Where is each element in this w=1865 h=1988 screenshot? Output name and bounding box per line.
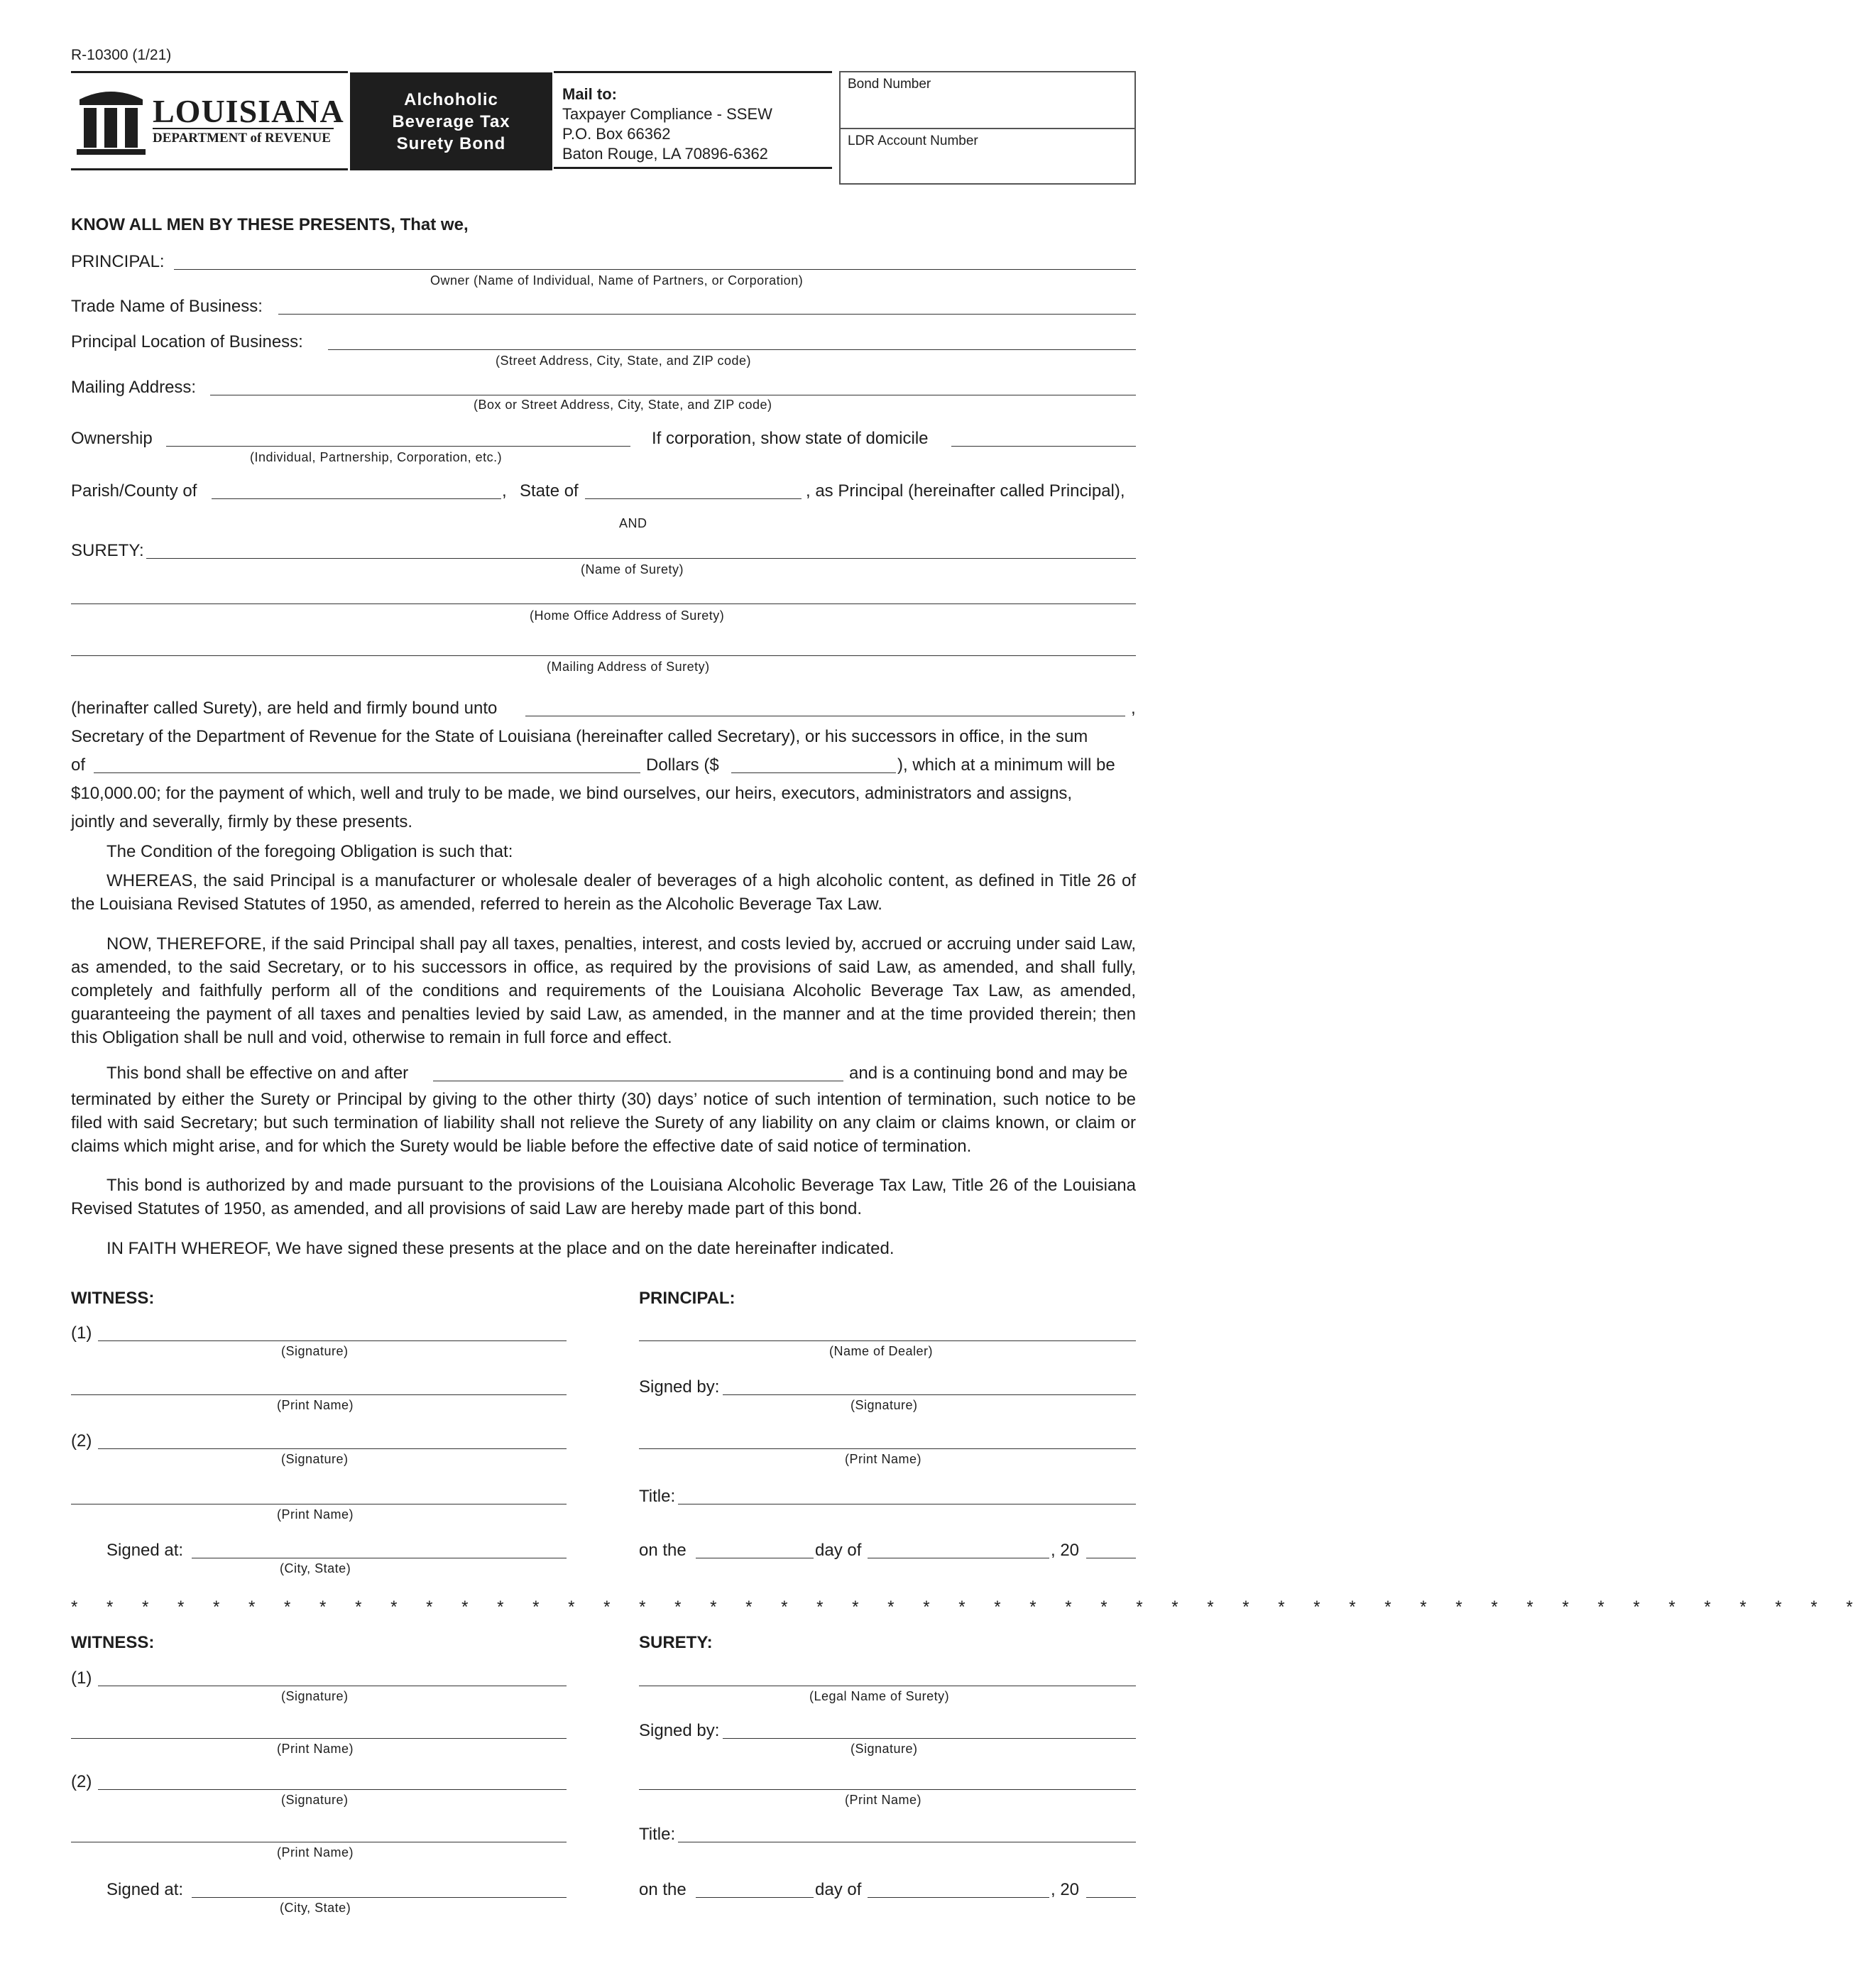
signed-by-label: Signed by: xyxy=(639,1377,720,1397)
parish-field[interactable] xyxy=(212,498,501,499)
print-name-caption: (Print Name) xyxy=(277,1398,354,1412)
intro-heading: KNOW ALL MEN BY THESE PRESENTS, That we, xyxy=(71,215,469,234)
as-principal-text: , as Principal (hereinafter called Principal), xyxy=(806,481,1125,501)
legal-name-caption: (Legal Name of Surety) xyxy=(809,1689,950,1703)
mail-to-line: Taxpayer Compliance - SSEW xyxy=(562,105,772,123)
form-number: R-10300 (1/21) xyxy=(71,47,172,63)
location-caption: (Street Address, City, State, and ZIP code) xyxy=(496,354,751,368)
surety-year-field[interactable] xyxy=(1086,1897,1136,1898)
signature-caption: (Signature) xyxy=(281,1344,349,1358)
dealer-caption: (Name of Dealer) xyxy=(829,1344,934,1358)
bound-comma: , xyxy=(1131,699,1136,718)
authorized-paragraph: This bond is authorized by and made pursuant to the provisions of the Louisiana Alcoholic Beverage Tax Law, Title 26 of the Louisiana Revised Statutes of 1950, as amended, and all provisions of said Law are hereby made part of this bond. xyxy=(71,1176,1136,1218)
principal-print-name-field[interactable] xyxy=(639,1448,1136,1449)
separator-stars: * * * * * * * * * * * * * * * * * * * * * * * * * * * * * * * * * * * * * * * * * * * * * * * * * * * xyxy=(71,1598,1865,1617)
bond-number-label: Bond Number xyxy=(848,77,931,92)
surety-month-field[interactable] xyxy=(868,1897,1049,1898)
location-field[interactable] xyxy=(328,349,1136,350)
trade-name-field[interactable] xyxy=(278,314,1136,315)
title-label: Title: xyxy=(639,1487,676,1506)
witness-number: (1) xyxy=(71,1668,92,1688)
faith-text: IN FAITH WHEREOF, We have signed these presents at the place and on the date hereinafter indicated. xyxy=(106,1239,895,1258)
principal-signature-field[interactable] xyxy=(723,1394,1136,1395)
surety-label: SURETY: xyxy=(71,541,144,560)
minimum-text: ), which at a minimum will be xyxy=(897,755,1115,775)
witness1-signature-field[interactable] xyxy=(98,1340,567,1341)
bound-text: (herinafter called Surety), are held and firmly bound unto xyxy=(71,699,498,718)
signed-by-label: Signed by: xyxy=(639,1721,720,1740)
condition-text: The Condition of the foregoing Obligation is such that: xyxy=(106,842,513,861)
payment-text: $10,000.00; for the payment of which, well and truly to be made, we bind ourselves, our heirs, executors, administrators and assigns, xyxy=(71,784,1073,803)
surety-field[interactable] xyxy=(146,558,1136,559)
form-title-line: Beverage Tax xyxy=(392,111,510,131)
ldr-account-field[interactable] xyxy=(841,128,1134,183)
on-the-label: on the xyxy=(639,1541,687,1560)
domicile-field[interactable] xyxy=(951,446,1136,447)
principal-heading: PRINCIPAL: xyxy=(639,1289,735,1308)
surety-heading: SURETY: xyxy=(639,1633,713,1652)
secretary-text: Secretary of the Department of Revenue for the State of Louisiana (hereinafter called Secretary), or his successors in office, in the sum xyxy=(71,727,1088,746)
whereas-paragraph: WHEREAS, the said Principal is a manufacturer or wholesale dealer of beverages of a high alcoholic content, as defined in Title 26 of the Louisiana Revised Statutes of 1950, as amended, referred to herein as the Alcoholic Beverage Tax Law. xyxy=(71,871,1136,914)
year-prefix: , 20 xyxy=(1051,1541,1080,1560)
signature-caption: (Signature) xyxy=(851,1742,918,1756)
surety-signed-at-field[interactable] xyxy=(192,1897,567,1898)
city-state-caption: (City, State) xyxy=(280,1561,351,1575)
witness-number: (1) xyxy=(71,1323,92,1343)
parish-label: Parish/County of xyxy=(71,481,197,501)
witness-number: (2) xyxy=(71,1772,92,1791)
dollars-label: Dollars ($ xyxy=(646,755,719,775)
surety-caption: (Name of Surety) xyxy=(581,562,684,577)
print-name-caption: (Print Name) xyxy=(277,1742,354,1756)
mail-to-block xyxy=(554,71,832,169)
surety-print-name-field[interactable] xyxy=(639,1789,1136,1790)
termination-paragraph: terminated by either the Surety or Principal by giving to the other thirty (30) days’ notice of such intention of termination, such notice to be filed with said Secretary; but such termination of liability shall not relieve the Surety of any liability on any claim or claims known, or claim or claims which might arise, and for which the Surety would be liable before the effective date of said notice of termination. xyxy=(71,1090,1136,1156)
witness-heading: WITNESS: xyxy=(71,1633,155,1652)
print-name-caption: (Print Name) xyxy=(845,1452,922,1466)
jointly-text: jointly and severally, firmly by these presents. xyxy=(71,812,413,831)
surety-witness2-signature-field[interactable] xyxy=(98,1789,567,1790)
surety-witness1-print-name-field[interactable] xyxy=(71,1738,567,1739)
mail-to-line: P.O. Box 66362 xyxy=(562,125,671,143)
state-field[interactable] xyxy=(585,498,802,499)
surety-day-field[interactable] xyxy=(696,1897,814,1898)
sum-of-label: of xyxy=(71,755,86,775)
witness-heading: WITNESS: xyxy=(71,1289,155,1308)
title-label: Title: xyxy=(639,1825,676,1844)
witness2-signature-field[interactable] xyxy=(98,1448,567,1449)
witness-number: (2) xyxy=(71,1431,92,1451)
capitol-columns-icon xyxy=(74,84,148,158)
home-office-caption: (Home Office Address of Surety) xyxy=(530,608,725,623)
effective-start-text: This bond shall be effective on and after xyxy=(106,1064,409,1083)
domicile-label: If corporation, show state of domicile xyxy=(652,429,929,448)
mail-to-heading: Mail to: xyxy=(562,85,617,103)
surety-mailing-caption: (Mailing Address of Surety) xyxy=(547,660,710,674)
now-therefore-paragraph: NOW, THEREFORE, if the said Principal shall pay all taxes, penalties, interest, and costs levied by, accrued or accruing under said Law, as amended, to the said Secretary, or to his successors in office, as required by the provisions of said Law, as amended, and shall fully, completely and faithfully perform all of the conditions and requirements of the Louisiana Alcoholic Beverage Tax Law, as amended, guaranteeing the payment of all taxes and penalties levied by said Law, as amended, in the manner and at the time provided therein; then this Obligation shall be null and void, otherwise to remain in full force and effect. xyxy=(71,934,1136,1047)
logo-name: LOUISIANA xyxy=(153,93,344,129)
ldr-account-label: LDR Account Number xyxy=(848,133,978,148)
mailing-caption: (Box or Street Address, City, State, and ZIP code) xyxy=(474,398,772,412)
day-of-label: day of xyxy=(815,1541,862,1560)
surety-signature-field[interactable] xyxy=(723,1738,1136,1739)
signature-caption: (Signature) xyxy=(851,1398,918,1412)
print-name-caption: (Print Name) xyxy=(277,1507,354,1522)
ownership-field[interactable] xyxy=(166,446,630,447)
principal-caption: Owner (Name of Individual, Name of Partners, or Corporation) xyxy=(430,273,804,288)
signature-caption: (Signature) xyxy=(281,1793,349,1807)
effective-end-text: and is a continuing bond and may be xyxy=(849,1064,1128,1083)
signature-caption: (Signature) xyxy=(281,1452,349,1466)
sum-words-field[interactable] xyxy=(94,772,640,773)
year-prefix: , 20 xyxy=(1051,1880,1080,1899)
principal-label: PRINCIPAL: xyxy=(71,252,165,271)
and-label: AND xyxy=(619,516,647,530)
logo-department: DEPARTMENT of REVENUE xyxy=(153,128,334,146)
id-number-box xyxy=(839,71,1136,185)
form-title-box xyxy=(350,72,552,170)
on-the-label: on the xyxy=(639,1880,687,1899)
signature-caption: (Signature) xyxy=(281,1689,349,1703)
mail-to-line: Baton Rouge, LA 70896-6362 xyxy=(562,145,768,163)
dealer-name-field[interactable] xyxy=(639,1340,1136,1341)
print-name-caption: (Print Name) xyxy=(845,1793,922,1807)
louisiana-revenue-logo xyxy=(71,71,348,170)
parish-comma: , xyxy=(502,481,507,501)
signed-at-label: Signed at: xyxy=(106,1541,184,1560)
form-title-line: Alchoholic xyxy=(404,89,498,109)
witness1-print-name-field[interactable] xyxy=(71,1394,567,1395)
print-name-caption: (Print Name) xyxy=(277,1845,354,1859)
day-of-label: day of xyxy=(815,1880,862,1899)
mailing-label: Mailing Address: xyxy=(71,378,197,397)
location-label: Principal Location of Business: xyxy=(71,332,303,351)
ownership-caption: (Individual, Partnership, Corporation, etc.) xyxy=(250,450,503,464)
surety-mailing-field[interactable] xyxy=(71,655,1136,656)
principal-field[interactable] xyxy=(174,269,1136,270)
city-state-caption: (City, State) xyxy=(280,1901,351,1915)
bond-number-field[interactable] xyxy=(841,72,1134,128)
signed-at-label: Signed at: xyxy=(106,1880,184,1899)
form-title-line: Surety Bond xyxy=(396,133,506,153)
state-label: State of xyxy=(520,481,579,501)
trade-name-label: Trade Name of Business: xyxy=(71,297,263,316)
ownership-label: Ownership xyxy=(71,429,153,448)
sum-amount-field[interactable] xyxy=(731,772,896,773)
